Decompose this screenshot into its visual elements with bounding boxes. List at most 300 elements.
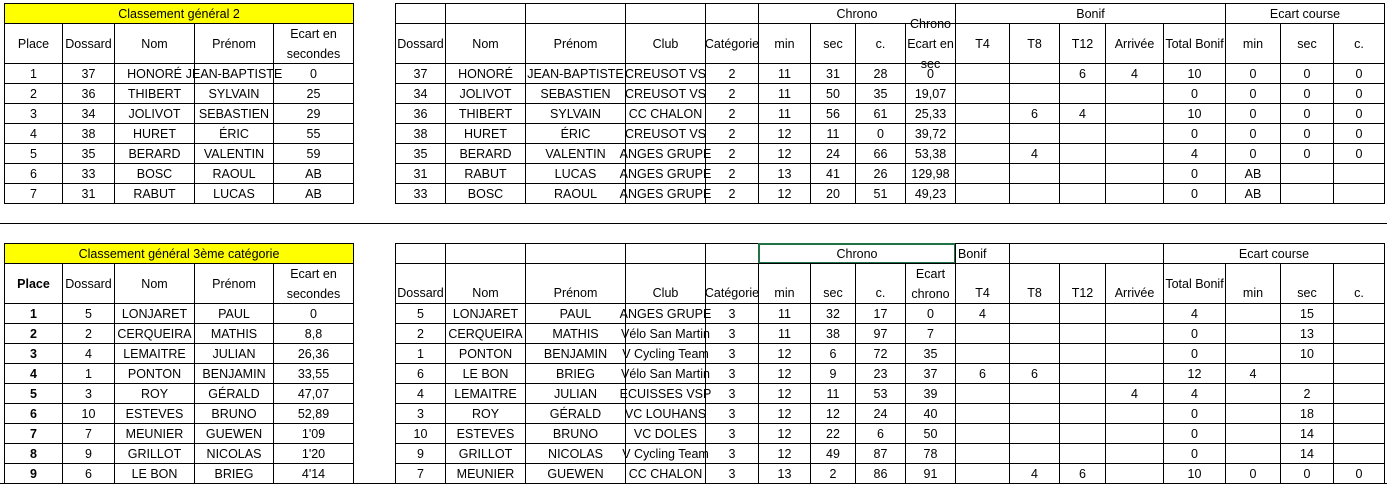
right-data-cell[interactable]: 2 — [705, 183, 759, 204]
right-data-cell[interactable]: 86 — [855, 463, 906, 484]
right-data-cell[interactable] — [1333, 423, 1385, 444]
right-data-cell[interactable] — [1059, 443, 1106, 464]
right-data-cell[interactable] — [955, 63, 1010, 84]
right-data-cell[interactable]: 15 — [1280, 303, 1334, 324]
right-data-cell[interactable]: 2 — [705, 83, 759, 104]
right-header-cell[interactable]: Catégorie — [705, 263, 759, 304]
right-data-cell[interactable]: 12 — [758, 403, 811, 424]
right-header-cell[interactable]: min — [758, 263, 811, 304]
right-data-cell[interactable]: LEMAITRE — [445, 383, 526, 404]
right-data-cell[interactable] — [1225, 443, 1281, 464]
left-data-cell[interactable]: 35 — [62, 143, 115, 164]
right-header-cell[interactable]: Arrivée — [1105, 263, 1164, 304]
left-data-cell[interactable]: ESTEVES — [114, 403, 195, 424]
right-data-cell[interactable]: 20 — [810, 183, 856, 204]
right-data-cell[interactable] — [1009, 303, 1060, 324]
right-header-cell[interactable]: Dossard — [395, 263, 446, 304]
right-header-cell[interactable]: T12 — [1059, 263, 1106, 304]
right-data-cell[interactable]: 12 — [758, 363, 811, 384]
right-header-cell[interactable]: sec — [1280, 263, 1334, 304]
right-data-cell[interactable]: CREUSOT VS — [625, 63, 706, 84]
right-data-cell[interactable]: SYLVAIN — [525, 103, 626, 124]
right-data-cell[interactable]: JOLIVOT — [445, 83, 526, 104]
right-data-cell[interactable]: 2 — [810, 463, 856, 484]
section-title[interactable]: Classement général 3ème catégorie — [4, 243, 354, 264]
right-data-cell[interactable] — [955, 403, 1010, 424]
right-data-cell[interactable]: 11 — [758, 63, 811, 84]
left-data-cell[interactable]: 37 — [62, 63, 115, 84]
right-data-cell[interactable]: RAOUL — [525, 183, 626, 204]
right-header-cell[interactable]: Ecart chrono — [905, 263, 956, 304]
left-data-cell[interactable]: 1 — [62, 363, 115, 384]
left-data-cell[interactable]: AB — [273, 163, 354, 184]
right-data-cell[interactable] — [1225, 303, 1281, 324]
right-data-cell[interactable]: 39,72 — [905, 123, 956, 144]
right-data-cell[interactable] — [1059, 143, 1106, 164]
right-header-cell[interactable]: T8 — [1009, 23, 1060, 64]
right-data-cell[interactable]: 18 — [1280, 403, 1334, 424]
left-data-cell[interactable]: 59 — [273, 143, 354, 164]
chrono-group-header[interactable]: Chrono — [758, 243, 956, 264]
right-data-cell[interactable]: CC CHALON — [625, 103, 706, 124]
left-header-cell[interactable]: Place — [4, 23, 63, 64]
right-data-cell[interactable]: V Cycling Team — [625, 443, 706, 464]
right-data-cell[interactable]: CC CHALON — [625, 463, 706, 484]
right-data-cell[interactable] — [955, 463, 1010, 484]
bonif-group-header[interactable]: Bonif — [955, 243, 1010, 264]
right-data-cell[interactable]: 39 — [905, 383, 956, 404]
right-data-cell[interactable]: Vélo San Martin — [625, 323, 706, 344]
right-header-cell[interactable]: min — [758, 23, 811, 64]
right-data-cell[interactable]: 34 — [395, 83, 446, 104]
right-data-cell[interactable]: 13 — [1280, 323, 1334, 344]
right-data-cell[interactable] — [1009, 83, 1060, 104]
right-data-cell[interactable]: 3 — [705, 343, 759, 364]
right-data-cell[interactable]: 5 — [395, 303, 446, 324]
ecart-group-header[interactable]: Ecart course — [1163, 243, 1385, 264]
empty-cell[interactable] — [1009, 243, 1164, 264]
left-data-cell[interactable]: 5 — [4, 143, 63, 164]
left-data-cell[interactable]: HURET — [114, 123, 195, 144]
right-data-cell[interactable] — [1009, 163, 1060, 184]
left-data-cell[interactable]: 2 — [4, 323, 63, 344]
right-header-cell[interactable]: c. — [855, 263, 906, 304]
left-data-cell[interactable]: 4'14 — [273, 463, 354, 484]
right-data-cell[interactable]: 0 — [1280, 123, 1334, 144]
right-data-cell[interactable] — [1105, 463, 1164, 484]
left-data-cell[interactable]: 52,89 — [273, 403, 354, 424]
left-data-cell[interactable]: 0 — [273, 303, 354, 324]
right-data-cell[interactable]: 7 — [395, 463, 446, 484]
right-data-cell[interactable] — [1009, 323, 1060, 344]
right-data-cell[interactable]: 25,33 — [905, 103, 956, 124]
right-data-cell[interactable]: VC LOUHANS — [625, 403, 706, 424]
left-data-cell[interactable]: 8 — [4, 443, 63, 464]
right-data-cell[interactable]: 12 — [758, 443, 811, 464]
right-data-cell[interactable]: 87 — [855, 443, 906, 464]
right-header-cell[interactable]: min — [1225, 23, 1281, 64]
right-data-cell[interactable]: 1 — [395, 343, 446, 364]
right-data-cell[interactable]: 4 — [1009, 143, 1060, 164]
right-data-cell[interactable]: 6 — [1059, 63, 1106, 84]
right-data-cell[interactable]: 0 — [1225, 63, 1281, 84]
right-data-cell[interactable] — [1333, 343, 1385, 364]
left-data-cell[interactable]: 34 — [62, 103, 115, 124]
right-header-cell[interactable]: Arrivée — [1105, 23, 1164, 64]
right-data-cell[interactable]: 11 — [758, 103, 811, 124]
right-data-cell[interactable]: 56 — [810, 103, 856, 124]
right-data-cell[interactable]: 0 — [855, 123, 906, 144]
right-data-cell[interactable]: 0 — [1163, 323, 1226, 344]
empty-cell[interactable] — [625, 243, 706, 264]
right-data-cell[interactable] — [1009, 443, 1060, 464]
right-data-cell[interactable]: 6 — [810, 343, 856, 364]
right-data-cell[interactable]: 35 — [395, 143, 446, 164]
right-data-cell[interactable] — [1105, 183, 1164, 204]
right-data-cell[interactable]: 28 — [855, 63, 906, 84]
right-data-cell[interactable]: 2 — [705, 63, 759, 84]
left-data-cell[interactable]: 3 — [62, 383, 115, 404]
right-data-cell[interactable] — [1009, 403, 1060, 424]
right-header-cell[interactable]: Club — [625, 263, 706, 304]
right-data-cell[interactable]: 2 — [1280, 383, 1334, 404]
right-header-cell[interactable]: Club — [625, 23, 706, 64]
right-data-cell[interactable]: 0 — [1225, 123, 1281, 144]
right-data-cell[interactable]: 17 — [855, 303, 906, 324]
right-data-cell[interactable]: 38 — [810, 323, 856, 344]
right-data-cell[interactable]: 72 — [855, 343, 906, 364]
right-data-cell[interactable]: 3 — [705, 463, 759, 484]
right-data-cell[interactable]: AB — [1225, 183, 1281, 204]
right-header-cell[interactable]: sec — [1280, 23, 1334, 64]
right-header-cell[interactable]: T4 — [955, 263, 1010, 304]
right-data-cell[interactable]: 0 — [1333, 463, 1385, 484]
right-data-cell[interactable]: 49,23 — [905, 183, 956, 204]
right-data-cell[interactable] — [1333, 363, 1385, 384]
right-data-cell[interactable]: 26 — [855, 163, 906, 184]
right-data-cell[interactable] — [1009, 423, 1060, 444]
right-data-cell[interactable]: 91 — [905, 463, 956, 484]
left-data-cell[interactable]: 0 — [273, 63, 354, 84]
right-data-cell[interactable] — [1105, 423, 1164, 444]
right-data-cell[interactable]: CREUSOT VS — [625, 83, 706, 104]
right-data-cell[interactable]: 0 — [1333, 103, 1385, 124]
left-data-cell[interactable]: 55 — [273, 123, 354, 144]
right-data-cell[interactable] — [1225, 343, 1281, 364]
right-data-cell[interactable]: 19,07 — [905, 83, 956, 104]
right-data-cell[interactable]: 3 — [705, 443, 759, 464]
right-data-cell[interactable]: RABUT — [445, 163, 526, 184]
right-data-cell[interactable]: 12 — [758, 423, 811, 444]
right-data-cell[interactable]: 3 — [705, 383, 759, 404]
right-data-cell[interactable] — [955, 423, 1010, 444]
right-data-cell[interactable]: ROY — [445, 403, 526, 424]
right-header-cell[interactable]: c. — [1333, 263, 1385, 304]
right-data-cell[interactable] — [955, 123, 1010, 144]
right-data-cell[interactable]: 35 — [855, 83, 906, 104]
left-data-cell[interactable]: MEUNIER — [114, 423, 195, 444]
right-data-cell[interactable]: 0 — [1333, 143, 1385, 164]
right-data-cell[interactable]: 6 — [1009, 103, 1060, 124]
left-data-cell[interactable]: AB — [273, 183, 354, 204]
right-data-cell[interactable]: 2 — [395, 323, 446, 344]
bonif-group-header[interactable]: Bonif — [955, 3, 1226, 24]
right-data-cell[interactable]: 0 — [1280, 83, 1334, 104]
left-data-cell[interactable]: 6 — [4, 163, 63, 184]
right-data-cell[interactable]: 12 — [758, 123, 811, 144]
empty-cell[interactable] — [395, 243, 446, 264]
right-header-cell[interactable]: sec — [810, 23, 856, 64]
left-data-cell[interactable]: 6 — [4, 403, 63, 424]
left-data-cell[interactable]: 7 — [4, 183, 63, 204]
right-data-cell[interactable]: BRIEG — [525, 363, 626, 384]
left-data-cell[interactable]: 4 — [4, 363, 63, 384]
left-data-cell[interactable]: THIBERT — [114, 83, 195, 104]
right-data-cell[interactable]: 10 — [395, 423, 446, 444]
empty-cell[interactable] — [525, 243, 626, 264]
left-data-cell[interactable]: SEBASTIEN — [194, 103, 274, 124]
right-data-cell[interactable]: 61 — [855, 103, 906, 124]
right-data-cell[interactable]: GRILLOT — [445, 443, 526, 464]
left-header-cell[interactable]: Dossard — [62, 23, 115, 64]
left-data-cell[interactable]: 29 — [273, 103, 354, 124]
right-data-cell[interactable]: 4 — [1105, 383, 1164, 404]
left-data-cell[interactable]: GÉRALD — [194, 383, 274, 404]
right-data-cell[interactable]: BRUNO — [525, 423, 626, 444]
right-header-cell[interactable]: Nom — [445, 263, 526, 304]
right-data-cell[interactable] — [1059, 183, 1106, 204]
right-data-cell[interactable] — [1105, 143, 1164, 164]
right-data-cell[interactable]: 53 — [855, 383, 906, 404]
right-data-cell[interactable]: 0 — [1163, 343, 1226, 364]
right-data-cell[interactable]: 0 — [1280, 143, 1334, 164]
left-data-cell[interactable]: MATHIS — [194, 323, 274, 344]
right-data-cell[interactable] — [1105, 123, 1164, 144]
empty-cell[interactable] — [445, 243, 526, 264]
right-data-cell[interactable]: 12 — [758, 383, 811, 404]
right-data-cell[interactable] — [1009, 183, 1060, 204]
left-data-cell[interactable]: HONORÉ — [114, 63, 195, 84]
left-data-cell[interactable]: 36 — [62, 83, 115, 104]
right-data-cell[interactable]: BOSC — [445, 183, 526, 204]
right-data-cell[interactable]: 0 — [1333, 123, 1385, 144]
right-data-cell[interactable]: 0 — [1163, 403, 1226, 424]
right-data-cell[interactable]: 0 — [1280, 103, 1334, 124]
right-data-cell[interactable]: ANGES GRUPE — [625, 303, 706, 324]
right-data-cell[interactable] — [955, 443, 1010, 464]
right-data-cell[interactable]: 35 — [905, 343, 956, 364]
right-data-cell[interactable]: 0 — [1163, 443, 1226, 464]
right-data-cell[interactable] — [1059, 403, 1106, 424]
right-data-cell[interactable]: 36 — [395, 103, 446, 124]
right-data-cell[interactable] — [1225, 423, 1281, 444]
right-data-cell[interactable]: BENJAMIN — [525, 343, 626, 364]
right-data-cell[interactable]: 23 — [855, 363, 906, 384]
right-data-cell[interactable]: ECUISSES VSP — [625, 383, 706, 404]
right-header-cell[interactable]: Total Bonif — [1163, 263, 1226, 304]
right-data-cell[interactable] — [1059, 323, 1106, 344]
right-header-cell[interactable]: Nom — [445, 23, 526, 64]
right-data-cell[interactable]: 2 — [705, 103, 759, 124]
right-data-cell[interactable]: HONORÉ — [445, 63, 526, 84]
left-data-cell[interactable]: RABUT — [114, 183, 195, 204]
left-data-cell[interactable]: ROY — [114, 383, 195, 404]
right-data-cell[interactable] — [1105, 83, 1164, 104]
right-data-cell[interactable]: 9 — [810, 363, 856, 384]
empty-cell[interactable] — [705, 243, 759, 264]
right-header-cell[interactable]: T8 — [1009, 263, 1060, 304]
left-data-cell[interactable]: 9 — [62, 443, 115, 464]
right-data-cell[interactable] — [1105, 303, 1164, 324]
left-data-cell[interactable]: BRIEG — [194, 463, 274, 484]
left-header-cell[interactable]: Nom — [114, 263, 195, 304]
right-data-cell[interactable]: JULIAN — [525, 383, 626, 404]
right-data-cell[interactable]: BERARD — [445, 143, 526, 164]
left-header-cell[interactable]: Place — [4, 263, 63, 304]
left-data-cell[interactable]: 6 — [62, 463, 115, 484]
right-data-cell[interactable]: 11 — [758, 323, 811, 344]
right-data-cell[interactable] — [955, 163, 1010, 184]
right-data-cell[interactable]: 0 — [1225, 463, 1281, 484]
left-data-cell[interactable]: 1'09 — [273, 423, 354, 444]
right-data-cell[interactable]: 50 — [810, 83, 856, 104]
right-data-cell[interactable]: ANGES GRUPE — [625, 183, 706, 204]
right-data-cell[interactable]: 0 — [1333, 83, 1385, 104]
right-data-cell[interactable]: 6 — [855, 423, 906, 444]
right-data-cell[interactable] — [1333, 383, 1385, 404]
right-header-cell[interactable]: Prénom — [525, 263, 626, 304]
right-data-cell[interactable] — [1105, 403, 1164, 424]
right-data-cell[interactable]: 51 — [855, 183, 906, 204]
right-data-cell[interactable]: 3 — [705, 303, 759, 324]
left-header-cell[interactable]: Dossard — [62, 263, 115, 304]
right-data-cell[interactable] — [1009, 123, 1060, 144]
left-data-cell[interactable]: JOLIVOT — [114, 103, 195, 124]
left-data-cell[interactable]: LONJARET — [114, 303, 195, 324]
right-data-cell[interactable] — [955, 183, 1010, 204]
right-data-cell[interactable]: 37 — [395, 63, 446, 84]
right-data-cell[interactable] — [1333, 163, 1385, 184]
right-data-cell[interactable]: 11 — [810, 123, 856, 144]
right-data-cell[interactable]: 6 — [955, 363, 1010, 384]
left-data-cell[interactable]: BENJAMIN — [194, 363, 274, 384]
left-data-cell[interactable]: 5 — [62, 303, 115, 324]
empty-cell[interactable] — [525, 3, 626, 24]
right-data-cell[interactable] — [1059, 123, 1106, 144]
right-data-cell[interactable]: 4 — [1163, 303, 1226, 324]
left-header-cell[interactable]: Ecart en secondes — [273, 263, 354, 304]
right-data-cell[interactable]: 13 — [758, 163, 811, 184]
left-data-cell[interactable]: 1 — [4, 63, 63, 84]
right-data-cell[interactable]: 4 — [1059, 103, 1106, 124]
right-data-cell[interactable] — [1105, 103, 1164, 124]
right-data-cell[interactable]: Vélo San Martin — [625, 363, 706, 384]
right-data-cell[interactable]: 2 — [705, 163, 759, 184]
right-data-cell[interactable] — [1333, 443, 1385, 464]
empty-cell[interactable] — [625, 3, 706, 24]
right-data-cell[interactable]: 0 — [905, 63, 956, 84]
right-data-cell[interactable] — [955, 103, 1010, 124]
left-data-cell[interactable]: 1'20 — [273, 443, 354, 464]
left-data-cell[interactable]: 2 — [62, 323, 115, 344]
left-data-cell[interactable]: 38 — [62, 123, 115, 144]
right-data-cell[interactable]: 24 — [810, 143, 856, 164]
right-data-cell[interactable]: 12 — [1163, 363, 1226, 384]
right-data-cell[interactable]: 11 — [758, 83, 811, 104]
right-data-cell[interactable]: 11 — [810, 383, 856, 404]
right-data-cell[interactable]: 37 — [905, 363, 956, 384]
right-data-cell[interactable]: 11 — [758, 303, 811, 324]
right-header-cell[interactable]: min — [1225, 263, 1281, 304]
right-data-cell[interactable]: 6 — [1059, 463, 1106, 484]
right-data-cell[interactable]: MATHIS — [525, 323, 626, 344]
right-data-cell[interactable]: 0 — [1163, 423, 1226, 444]
right-data-cell[interactable]: 0 — [1225, 83, 1281, 104]
left-data-cell[interactable]: 25 — [273, 83, 354, 104]
right-data-cell[interactable]: 0 — [1280, 63, 1334, 84]
left-data-cell[interactable]: BRUNO — [194, 403, 274, 424]
right-data-cell[interactable]: 0 — [1163, 163, 1226, 184]
right-data-cell[interactable]: 0 — [1333, 63, 1385, 84]
left-data-cell[interactable]: 10 — [62, 403, 115, 424]
ecart-group-header[interactable]: Ecart course — [1225, 3, 1385, 24]
left-data-cell[interactable]: RAOUL — [194, 163, 274, 184]
right-data-cell[interactable] — [1280, 183, 1334, 204]
right-data-cell[interactable]: 7 — [905, 323, 956, 344]
right-data-cell[interactable]: 4 — [1225, 363, 1281, 384]
right-data-cell[interactable]: 4 — [1163, 143, 1226, 164]
right-data-cell[interactable]: GUEWEN — [525, 463, 626, 484]
right-data-cell[interactable] — [955, 143, 1010, 164]
right-data-cell[interactable]: 4 — [1009, 463, 1060, 484]
right-data-cell[interactable] — [1280, 163, 1334, 184]
left-data-cell[interactable]: GRILLOT — [114, 443, 195, 464]
right-data-cell[interactable]: 2 — [705, 143, 759, 164]
left-data-cell[interactable]: PAUL — [194, 303, 274, 324]
left-data-cell[interactable]: 4 — [62, 343, 115, 364]
right-data-cell[interactable]: JEAN-BAPTISTE — [525, 63, 626, 84]
right-data-cell[interactable] — [1059, 83, 1106, 104]
right-data-cell[interactable]: 4 — [955, 303, 1010, 324]
left-data-cell[interactable]: 1 — [4, 303, 63, 324]
right-data-cell[interactable]: 6 — [1009, 363, 1060, 384]
right-data-cell[interactable] — [955, 83, 1010, 104]
right-data-cell[interactable]: 2 — [705, 123, 759, 144]
right-data-cell[interactable]: LE BON — [445, 363, 526, 384]
right-data-cell[interactable]: 6 — [395, 363, 446, 384]
left-data-cell[interactable]: GUEWEN — [194, 423, 274, 444]
right-data-cell[interactable]: ANGES GRUPE — [625, 163, 706, 184]
right-data-cell[interactable] — [1059, 423, 1106, 444]
right-header-cell[interactable]: Dossard — [395, 23, 446, 64]
left-data-cell[interactable]: 31 — [62, 183, 115, 204]
right-data-cell[interactable]: AB — [1225, 163, 1281, 184]
right-data-cell[interactable]: 3 — [395, 403, 446, 424]
right-data-cell[interactable]: 33 — [395, 183, 446, 204]
right-data-cell[interactable]: HURET — [445, 123, 526, 144]
left-data-cell[interactable]: 7 — [62, 423, 115, 444]
right-data-cell[interactable]: 0 — [1225, 143, 1281, 164]
right-data-cell[interactable]: V Cycling Team — [625, 343, 706, 364]
left-data-cell[interactable]: SYLVAIN — [194, 83, 274, 104]
right-data-cell[interactable]: 0 — [1163, 123, 1226, 144]
right-data-cell[interactable]: 14 — [1280, 443, 1334, 464]
right-data-cell[interactable]: 50 — [905, 423, 956, 444]
left-data-cell[interactable]: 26,36 — [273, 343, 354, 364]
right-data-cell[interactable] — [1225, 403, 1281, 424]
left-header-cell[interactable]: Ecart en secondes — [273, 23, 354, 64]
left-data-cell[interactable]: 2 — [4, 83, 63, 104]
